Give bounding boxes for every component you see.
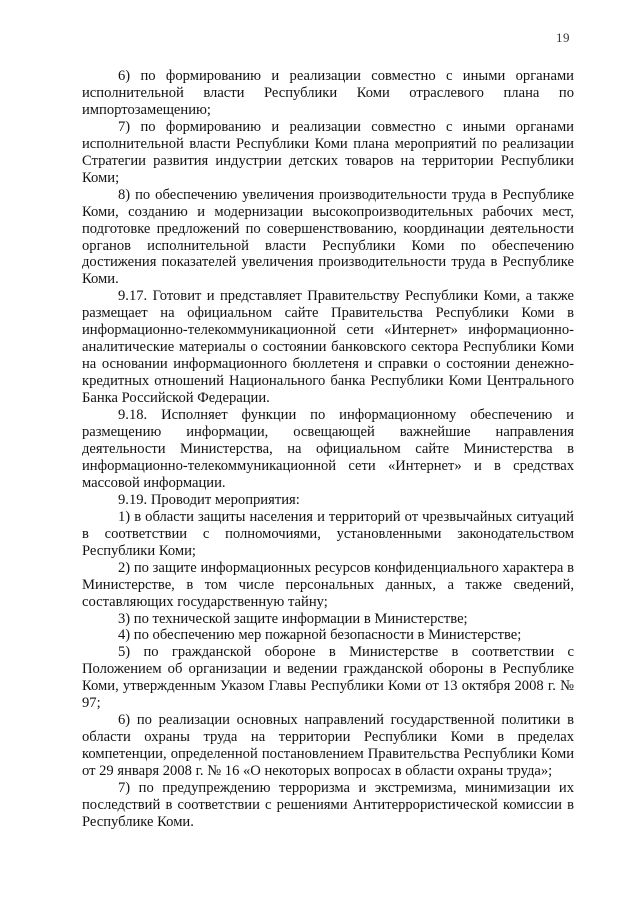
paragraph-measure-7-terrorism-prevention: 7) по предупреждению терроризма и экстремизма, минимизации их последствий в соответствии с решениями Антитеррористической комиссии в Республике Коми. (82, 780, 574, 830)
paragraph-9-19-measures-heading: 9.19. Проводит мероприятия: (118, 491, 300, 508)
page-number: 19 (556, 30, 570, 45)
paragraph-measure-4-fire-safety: 4) по обеспечению мер пожарной безопасности в Министерстве; (118, 627, 522, 644)
paragraph-measure-3-technical-protection: 3) по технической защите информации в Министерстве; (118, 610, 468, 627)
paragraph-measure-6-labor-protection: 6) по реализации основных направлений государственной политики в области охраны труда на территории Республики Коми в пределах компетенции, определенной постановлением Правительства Республики Коми от 29 января 2008 г. № 16 «О некоторых вопросах в области охраны труда»; (82, 712, 574, 780)
paragraph-measure-1-emergency-protection: 1) в области защиты населения и территорий от чрезвычайных ситуаций в соответствии с полномочиями, установленными законодательством Республики Коми; (82, 508, 574, 559)
paragraph-item-8-labor-productivity: 8) по обеспечению увеличения производительности труда в Республике Коми, созданию и модернизации высокопроизводительных рабочих мест, подготовке предложений по совершенствованию, координации деятельности органов исполнительной власти Республики Коми по обеспечению достижения показателей увеличения производительности труда в Республике Коми. (82, 186, 574, 288)
paragraph-measure-5-civil-defense: 5) по гражданской обороне в Министерстве в соответствии с Положением об организации и ведении гражданской обороны в Республике Коми, утвержденным Указом Главы Республики Коми от 13 октября 2008 г. № 97; (82, 644, 574, 712)
paragraph-measure-2-confidential-info: 2) по защите информационных ресурсов конфиденциального характера в Министерстве, в том числе персональных данных, а также сведений, составляющих государственную тайну; (82, 559, 574, 610)
paragraph-item-7-childrens-goods-strategy: 7) по формированию и реализации совместно с иными органами исполнительной власти Республики Коми плана мероприятий по реализации Стратегии развития индустрии детских товаров на территории Республики Коми; (82, 118, 574, 186)
paragraph-9-18-information-support: 9.18. Исполняет функции по информационному обеспечению и размещению информации, освещающей важнейшие направления деятельности Министерства, на официальном сайте Министерства в информационно-телекоммуникационной сети «Интернет» и в средствах массовой информации. (82, 407, 574, 491)
document-body (82, 68, 574, 831)
paragraph-9-17-banking-sector: 9.17. Готовит и представляет Правительству Республики Коми, а также размещает на официальном сайте Правительства Республики Коми в информационно-телекоммуникационной сети «Интернет» информационно-аналитические материалы о состоянии банковского сектора Республики Коми на основании информационного бюллетеня и справки о состоянии денежно-кредитных отношений Национального банка Республики Коми Центрального Банка Российской Федерации. (82, 288, 574, 407)
paragraph-item-6-import-substitution: 6) по формированию и реализации совместно с иными органами исполнительной власти Республики Коми отраслевого плана по импортозамещению; (82, 68, 574, 118)
